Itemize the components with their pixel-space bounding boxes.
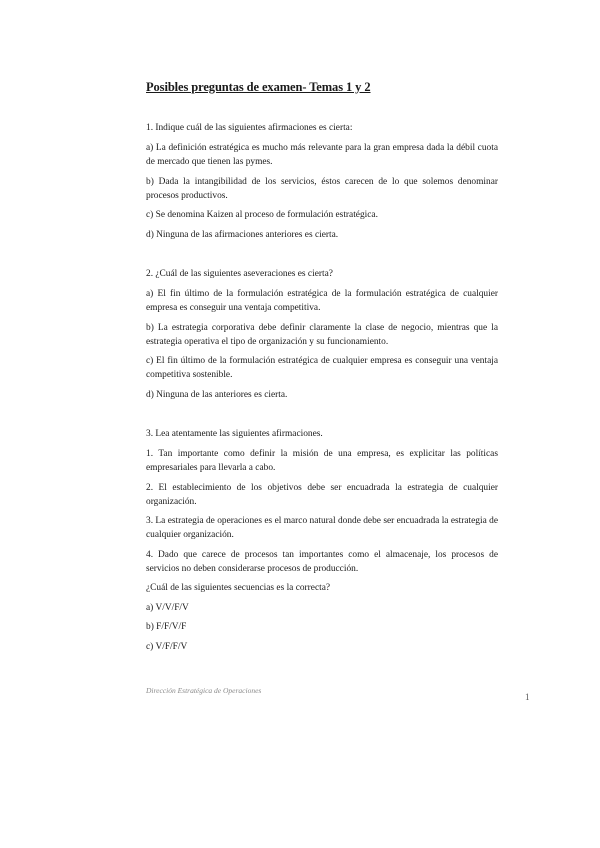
question-2: 2. ¿Cuál de las siguientes aseveraciones es cierta? bbox=[146, 269, 333, 279]
q3-option-b: b) F/F/V/F bbox=[146, 622, 187, 632]
q3-statement-2: 2. El establecimiento de los objetivos debe ser encuadrada la estrategia de cualquier organización. bbox=[146, 482, 498, 507]
q2-option-c: c) El fin último de la formulación estratégica de cualquier empresa es conseguir una ventaja competitiva sostenible. bbox=[146, 356, 498, 380]
spacer bbox=[146, 247, 498, 267]
page-footer: Dirección Estratégica de Operaciones bbox=[146, 686, 262, 695]
q3-prompt: ¿Cuál de las siguientes secuencias es la correcta? bbox=[146, 583, 331, 593]
q3-statement-3: 3. La estrategia de operaciones es el marco natural donde debe ser encuadrada la estrategia de cualquier organización. bbox=[146, 516, 498, 540]
q3-option-c: c) V/F/F/V bbox=[146, 641, 188, 652]
q2-option-b: b) La estrategia corporativa debe definir claramente la clase de negocio, mientras que la estrategia operativa el tipo de organización y su funcionamiento. bbox=[146, 322, 498, 347]
document-body bbox=[146, 121, 498, 659]
q1-option-a: a) La definición estratégica es mucho más relevante para la gran empresa dada la débil cuota de mercado que tienen las pymes. bbox=[146, 143, 498, 167]
q1-option-d: d) Ninguna de las afirmaciones anteriores es cierta. bbox=[146, 229, 339, 240]
q3-option-a: a) V/V/F/V bbox=[146, 602, 189, 613]
q2-option-d: d) Ninguna de las anteriores es cierta. bbox=[146, 389, 288, 400]
q1-option-c: c) Se denomina Kaizen al proceso de formulación estratégica. bbox=[146, 210, 378, 220]
question-3: 3. Lea atentamente las siguientes afirmaciones. bbox=[146, 429, 323, 439]
page-title: Posibles preguntas de examen- Temas 1 y 2 bbox=[146, 80, 371, 94]
q3-statement-1: 1. Tan importante como definir la misión de una empresa, es explicitar las políticas empresariales para llevarla a cabo. bbox=[146, 449, 498, 473]
q3-statement-4: 4. Dado que carece de procesos tan importantes como el almacenaje, los procesos de servicios no deben considerarse procesos de producción. bbox=[146, 549, 498, 574]
q2-option-a: a) El fin último de la formulación estratégica de la formulación estratégica de cualquier empresa es conseguir una ventaja competitiva. bbox=[146, 289, 498, 313]
question-1: 1. Indique cuál de las siguientes afirmaciones es cierta: bbox=[146, 123, 353, 133]
page-number: 1 bbox=[525, 692, 530, 702]
spacer bbox=[146, 407, 498, 427]
q1-option-b: b) Dada la intangibilidad de los servicios, éstos carecen de lo que solemos denominar procesos productivos. bbox=[146, 176, 498, 201]
